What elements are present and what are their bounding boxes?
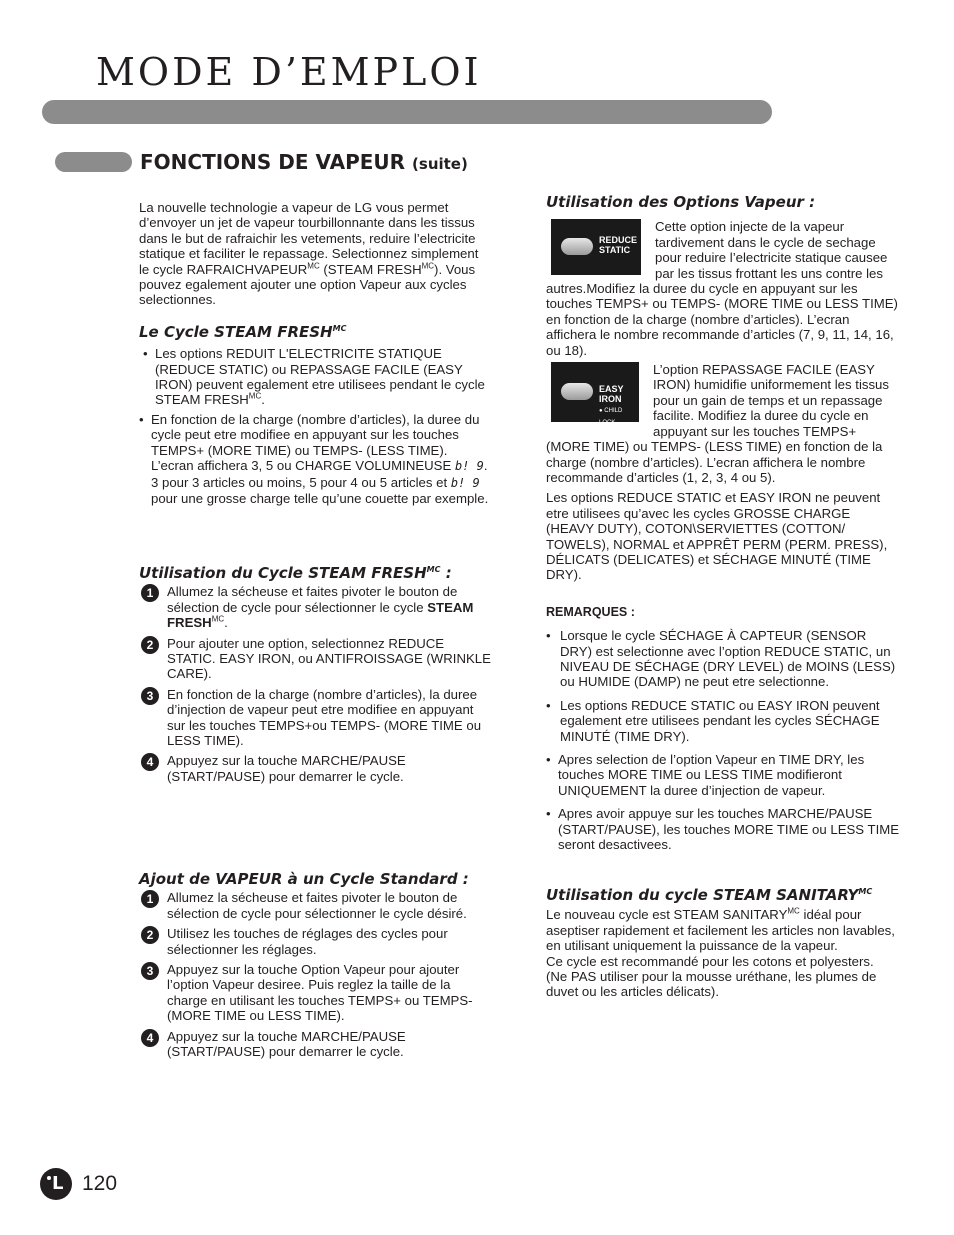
intro-text-2: (STEAM FRESH [319, 261, 422, 277]
step-number-badge: 4 [141, 753, 159, 771]
intro-text-3: ). Vous pouvez egalement ajouter une option Vapeur aux cycles selectionnes. [139, 261, 476, 308]
step-text: En fonction de la charge (nombre d’articles), la duree d’injection de vapeur peut etre modifiee en appuyant sur les touches TEMPS+ou TEMPS- (MORE TIME ou LESS TIME). [167, 686, 482, 749]
logo-dot [47, 1176, 51, 1180]
step-end: . [224, 615, 228, 631]
step-text: Allumez la sécheuse et faites pivoter le bouton de sélection de cycle pour sélectionner le cycle [167, 584, 458, 615]
sanitary-text [546, 907, 900, 999]
step-number-badge: 3 [141, 687, 159, 705]
page-title: MODE D’EMPLOI [96, 50, 482, 94]
section-title-text: FONCTIONS DE VAPEUR [140, 150, 406, 174]
bullet2-text-a: En fonction de la charge (nombre d’articles), la duree du cycle peut etre modifiee en appuyant sur les touches TEMPS+ (MORE TIME) ou TEMPS- (LESS TIME). L’ecran affichera 3, 5 ou CHARGE VOLUMINEUSE [151, 411, 480, 474]
sanitary-heading-sup: MC [858, 887, 873, 896]
bullet2-text-b: . 3 pour 3 articles ou moins, 5 pour 4 ou 5 articles et [151, 458, 488, 490]
remarque-item: • Les options REDUCE STATIC ou EASY IRON peuvent egalement etre utilisees pendant les cycles SÉCHAGE MINUTÉ (TIME DRY). [546, 698, 900, 744]
child-lock-label: ● CHILD LOCK [599, 408, 623, 427]
reduce-static-label [599, 235, 637, 255]
ajout-heading-colon: : [457, 870, 469, 888]
util-step-2 [139, 636, 491, 682]
sanitary-sup: MC [787, 907, 800, 917]
step-number-badge: 3 [141, 962, 159, 980]
ajout-step-2 [139, 926, 491, 957]
button-knob-icon [561, 383, 593, 400]
step-text: Utilisez les touches de réglages des cycles pour sélectionner les réglages. [167, 926, 448, 957]
sanitary-text-1: Le nouveau cycle est STEAM SANITARY [546, 907, 788, 923]
bullet1-end: . [261, 392, 265, 408]
ajout-step-4 [139, 1029, 491, 1060]
lg-logo-icon [40, 1168, 72, 1200]
options-note: Les options REDUCE STATIC et EASY IRON ne peuvent etre utilisees qu’avec les cycles GROSSE CHARGE (HEAVY DUTY), COTON\SERVIETTES (COTTON/ TOWELS), NORMAL et APPRÊT PERM (PERM. PRESS), DÉLICATS (DELICATES) et SÉCHAGE MINUTÉ (TIME DRY). [546, 490, 888, 583]
intro-paragraph [139, 200, 491, 308]
steam-fresh-heading-text: Le Cycle STEAM FRESH [139, 322, 333, 341]
step-text: Appuyez sur la touche Option Vapeur pour ajouter l’option Vapeur desiree. Puis reglez la taille de la charge en utilisant les touches TEMPS+ ou TEMPS- (MORE TIME ou LESS TIME). [167, 962, 473, 1024]
ajout-step-3 [139, 962, 491, 1024]
reduce-static-text: Cette option injecte de la vapeur tardivement dans le cycle de sechage pour reduire l’electricite statique causee par les tissus frottant les uns contre les autres.Modifiez la duree du cycle en appuyant sur les touches TEMPS+ ou TEMPS- (MORE TIME ou LESS TIME) en fonction de la charge (nombre d’articles). L’ecran affichera le nombre recommande d’articles (7, 9, 11, 14, 16, ou 18). [546, 219, 898, 358]
section-pill [55, 152, 132, 172]
logo-letter: L [52, 1173, 64, 1194]
sanitary-heading [546, 888, 900, 903]
sanitary-text-3: Ce cycle est recommandé pour les cotons et polyesters. [546, 953, 874, 969]
step-number-badge: 1 [141, 890, 159, 908]
section-title-suffix: (suite) [412, 155, 468, 173]
step-text: Pour ajouter une option, selectionnez REDUCE STATIC. EASY IRON, ou ANTIFROISSAGE (WRINKLE CARE). [167, 635, 491, 682]
easy-iron-button-image [551, 362, 639, 427]
step-sup: MC [211, 614, 225, 624]
sanitary-block [546, 888, 900, 1000]
options-heading-text: Utilisation des Options Vapeur [546, 193, 804, 211]
options-heading-colon: : [803, 193, 816, 211]
display-seg-1: b! 9 [454, 459, 484, 474]
page-number: 120 [82, 1172, 118, 1195]
steam-fresh-bullet-1 [143, 346, 491, 408]
util-step-3 [139, 687, 491, 749]
step-number-badge: 2 [141, 926, 159, 944]
ajout-step-1 [139, 890, 491, 921]
reduce-static-button-image [551, 219, 641, 275]
util-steam-fresh-heading [139, 566, 491, 581]
display-seg-2: b! 9 [450, 475, 480, 490]
bullet1-text: Les options REDUIT L'ELECTRICITE STATIQUE (REDUCE STATIC) ou REPASSAGE FACILE (EASY IRON) peuvent egalement etre utilisees pendant le cycle STEAM FRESH [155, 346, 485, 408]
left-column [139, 200, 491, 510]
ajout-heading [139, 872, 491, 887]
bullet1-sup: MC [248, 392, 262, 402]
remarque-item: • Apres selection de l’option Vapeur en TIME DRY, les touches MORE TIME ou LESS TIME modifieront UNIQUEMENT la duree d’injection de vapeur. [546, 752, 900, 798]
util-step-1 [139, 584, 491, 630]
options-heading [546, 195, 900, 210]
util-heading-text: Utilisation du Cycle STEAM FRESH [139, 564, 427, 582]
intro-sup-2: MC [421, 261, 435, 271]
step-bold: STEAM FRESH [167, 599, 474, 631]
bullet2-text-c: pour une grosse charge telle qu’une couette par exemple. [151, 490, 489, 506]
easy-iron-text: L’option REPASSAGE FACILE (EASY IRON) humidifie uniformement les tissus pour un gain de temps et un repassage facilite. Modifiez la duree du cycle en appuyant sur les touches TEMPS+ (MORE TIME) ou TEMPS- (LESS TIME) en fonction de la charge (nombre d’articles). L’ecran affichera le nombre recommande d’articles (1, 2, 3, 4 ou 5). [546, 362, 889, 485]
step-text: Appuyez sur la touche MARCHE/PAUSE (START/PAUSE) pour demarrer le cycle. [167, 753, 406, 784]
reduce-label-line-2: STATIC [599, 245, 631, 256]
easy-iron-block [546, 362, 900, 485]
button-knob-icon [561, 238, 593, 255]
reduce-label-line-1: REDUCE [599, 235, 638, 246]
right-column [546, 195, 900, 860]
sanitary-heading-text: Utilisation du cycle STEAM SANITARY [546, 886, 859, 904]
easy-iron-label-text: EASY IRON [599, 384, 624, 405]
remarque-item: • Apres avoir appuye sur les touches MARCHE/PAUSE (START/PAUSE), les touches MORE TIME ou LESS TIME seront desactivees. [546, 806, 900, 852]
remarques-heading: REMARQUES : [546, 604, 635, 619]
step-text: Appuyez sur la touche MARCHE/PAUSE (START/PAUSE) pour demarrer le cycle. [167, 1028, 406, 1060]
util-heading-colon: : [440, 564, 452, 582]
util-heading-sup: MC [426, 565, 441, 574]
steam-fresh-heading-sup: MC [332, 323, 347, 333]
ajout-heading-text: Ajout de VAPEUR à un Cycle Standard [139, 870, 458, 888]
util-step-4 [139, 753, 491, 784]
ajout-vapeur-block [139, 872, 491, 1059]
sanitary-text-2: idéal pour aseptiser rapidement et facilement les articles non lavables, en utilisant uniquement la puissance de la vapeur. [546, 907, 895, 954]
header-bar [42, 100, 772, 124]
step-number-badge: 1 [141, 584, 159, 602]
easy-iron-label [599, 384, 639, 428]
remarque-item: • Lorsque le cycle SÉCHAGE À CAPTEUR (SENSOR DRY) est selectionne avec l’option REDUCE STATIC, un NIVEAU DE SÉCHAGE (DRY LEVEL) de MOINS (LESS) ou HUMIDE (DAMP) ne peut etre selectionne. [546, 628, 900, 690]
section-title [140, 150, 468, 174]
reduce-static-block [546, 219, 900, 358]
util-steam-fresh-block [139, 566, 491, 784]
sanitary-text-4: (Ne PAS utiliser pour la mousse uréthane, les plumes de duvet ou les articles délicats). [546, 969, 877, 1000]
step-number-badge: 2 [141, 636, 159, 654]
steam-fresh-heading [139, 322, 491, 341]
intro-text-1: La nouvelle technologie a vapeur de LG vous permet d’envoyer un jet de vapeur tourbillonnante dans les tissus dans le but de rafraichir les vetements, reduire l’electricite statique et faciliter le repassage. Selectionnez simplement le cycle RAFRAICHVAPEUR [139, 200, 479, 277]
step-number-badge: 4 [141, 1029, 159, 1047]
intro-sup-1: MC [307, 261, 320, 271]
steam-fresh-bullet-2 [139, 412, 491, 506]
step-text: Allumez la sécheuse et faites pivoter le bouton de sélection de cycle pour sélectionner le cycle désiré. [167, 890, 467, 921]
